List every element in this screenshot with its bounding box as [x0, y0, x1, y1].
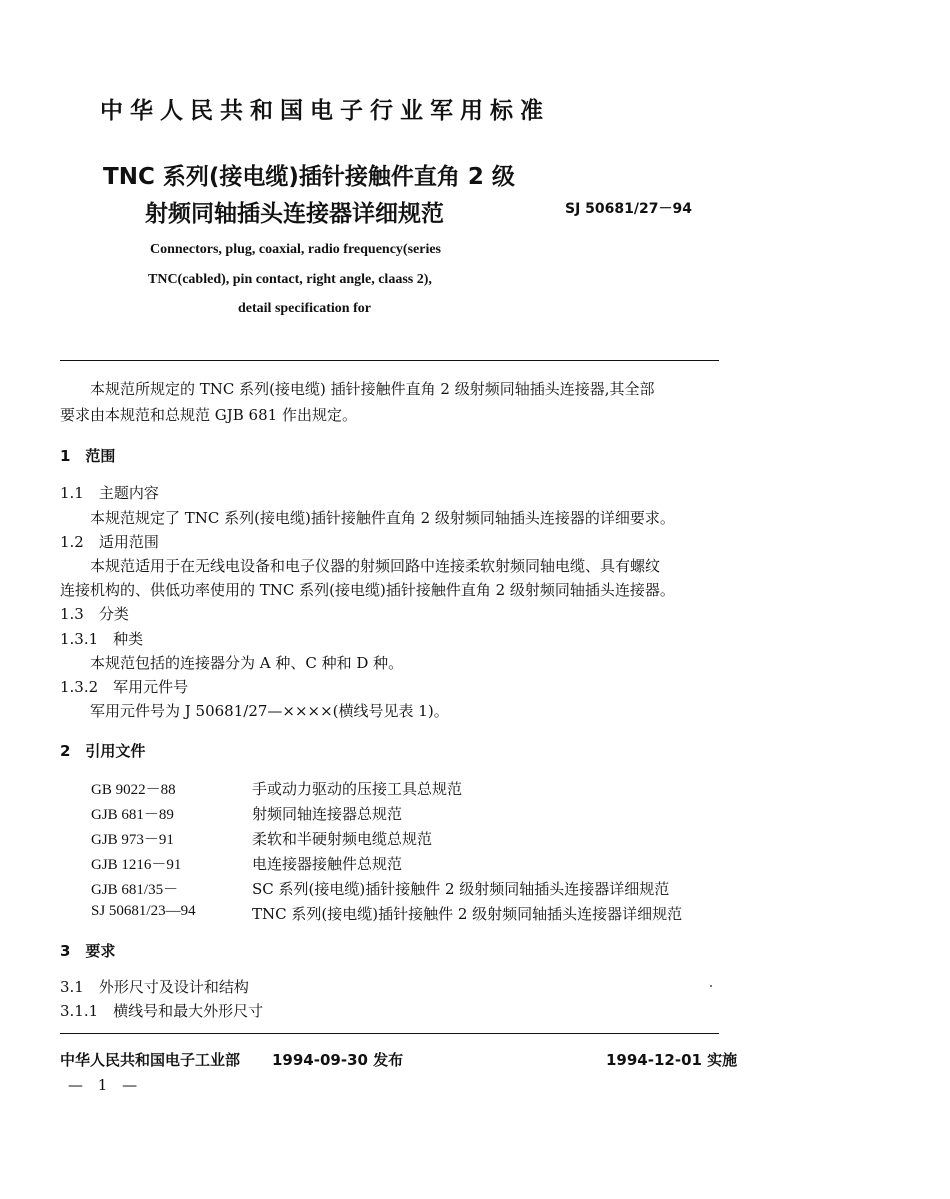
- section-1-1-text: 本规范规定了 TNC 系列(接电缆)插针接触件直角 2 级射频同轴插头连接器的详细要求。: [90, 509, 675, 527]
- english-title-line-3: detail specification for: [238, 301, 371, 316]
- english-title-line-1: Connectors, plug, coaxial, radio frequency(series: [150, 242, 441, 257]
- reference-code: GJB 681－89: [91, 807, 174, 823]
- reference-title: 柔软和半硬射频电缆总规范: [252, 830, 433, 848]
- english-title-line-2: TNC(cabled), pin contact, right angle, claass 2),: [148, 272, 432, 287]
- reference-title: 手或动力驱动的压接工具总规范: [252, 780, 463, 798]
- section-1-3-2-heading: 1.3.2 军用元件号: [60, 678, 189, 696]
- section-1-3-1-text: 本规范包括的连接器分为 A 种、C 种和 D 种。: [90, 654, 404, 672]
- bottom-divider: [60, 1033, 719, 1034]
- reference-code: GB 9022－88: [91, 782, 176, 798]
- reference-code: SJ 50681/23—94: [91, 903, 196, 919]
- section-2-heading: 2 引用文件: [60, 742, 146, 760]
- section-3-heading: 3 要求: [60, 942, 116, 960]
- section-1-3-1-heading: 1.3.1 种类: [60, 630, 144, 648]
- section-3-1-heading: 3.1 外形尺寸及设计和结构: [60, 978, 249, 996]
- issue-date: 1994-09-30 发布: [272, 1051, 404, 1069]
- section-1-3-heading: 1.3 分类: [60, 605, 129, 623]
- top-divider: [60, 360, 719, 361]
- section-1-2-text-line-1: 本规范适用于在无线电设备和电子仪器的射频回路中连接柔软射频同轴电缆、具有螺纹: [90, 557, 661, 575]
- doc-title-line-1: TNC 系列(接电缆)插针接触件直角 2 级: [103, 164, 515, 190]
- reference-code: GJB 681/35－: [91, 882, 179, 898]
- reference-code: GJB 973－91: [91, 832, 174, 848]
- section-1-3-2-text: 军用元件号为 J 50681/27—××××(横线号见表 1)。: [90, 702, 449, 720]
- section-1-2-text-line-2: 连接机构的、供低功率使用的 TNC 系列(接电缆)插针接触件直角 2 级射频同轴插头连接器。: [60, 581, 675, 599]
- issuer: 中华人民共和国电子工业部: [60, 1051, 241, 1069]
- section-1-heading: 1 范围: [60, 447, 116, 465]
- intro-line-2: 要求由本规范和总规范 GJB 681 作出规定。: [60, 406, 357, 424]
- section-1-1-heading: 1.1 主题内容: [60, 484, 159, 502]
- doc-title-line-2: 射频同轴插头连接器详细规范: [145, 201, 444, 227]
- reference-title: SC 系列(接电缆)插针接触件 2 级射频同轴插头连接器详细规范: [252, 880, 670, 898]
- reference-title: 电连接器接触件总规范: [252, 855, 403, 873]
- standard-number: SJ 50681/27－94: [565, 201, 692, 217]
- reference-title: TNC 系列(接电缆)插针接触件 2 级射频同轴插头连接器详细规范: [252, 905, 683, 923]
- intro-line-1: 本规范所规定的 TNC 系列(接电缆) 插针接触件直角 2 级射频同轴插头连接器,其全部: [90, 380, 655, 398]
- reference-title: 射频同轴连接器总规范: [252, 805, 403, 823]
- section-3-1-1-heading: 3.1.1 横线号和最大外形尺寸: [60, 1002, 264, 1020]
- industry-standard-heading: 中华人民共和国电子行业军用标准: [100, 98, 550, 124]
- page-number: — 1 —: [68, 1076, 143, 1094]
- reference-code: GJB 1216－91: [91, 857, 182, 873]
- effective-date: 1994-12-01 实施: [606, 1051, 738, 1069]
- scan-speck: [710, 985, 712, 987]
- section-1-2-heading: 1.2 适用范围: [60, 533, 159, 551]
